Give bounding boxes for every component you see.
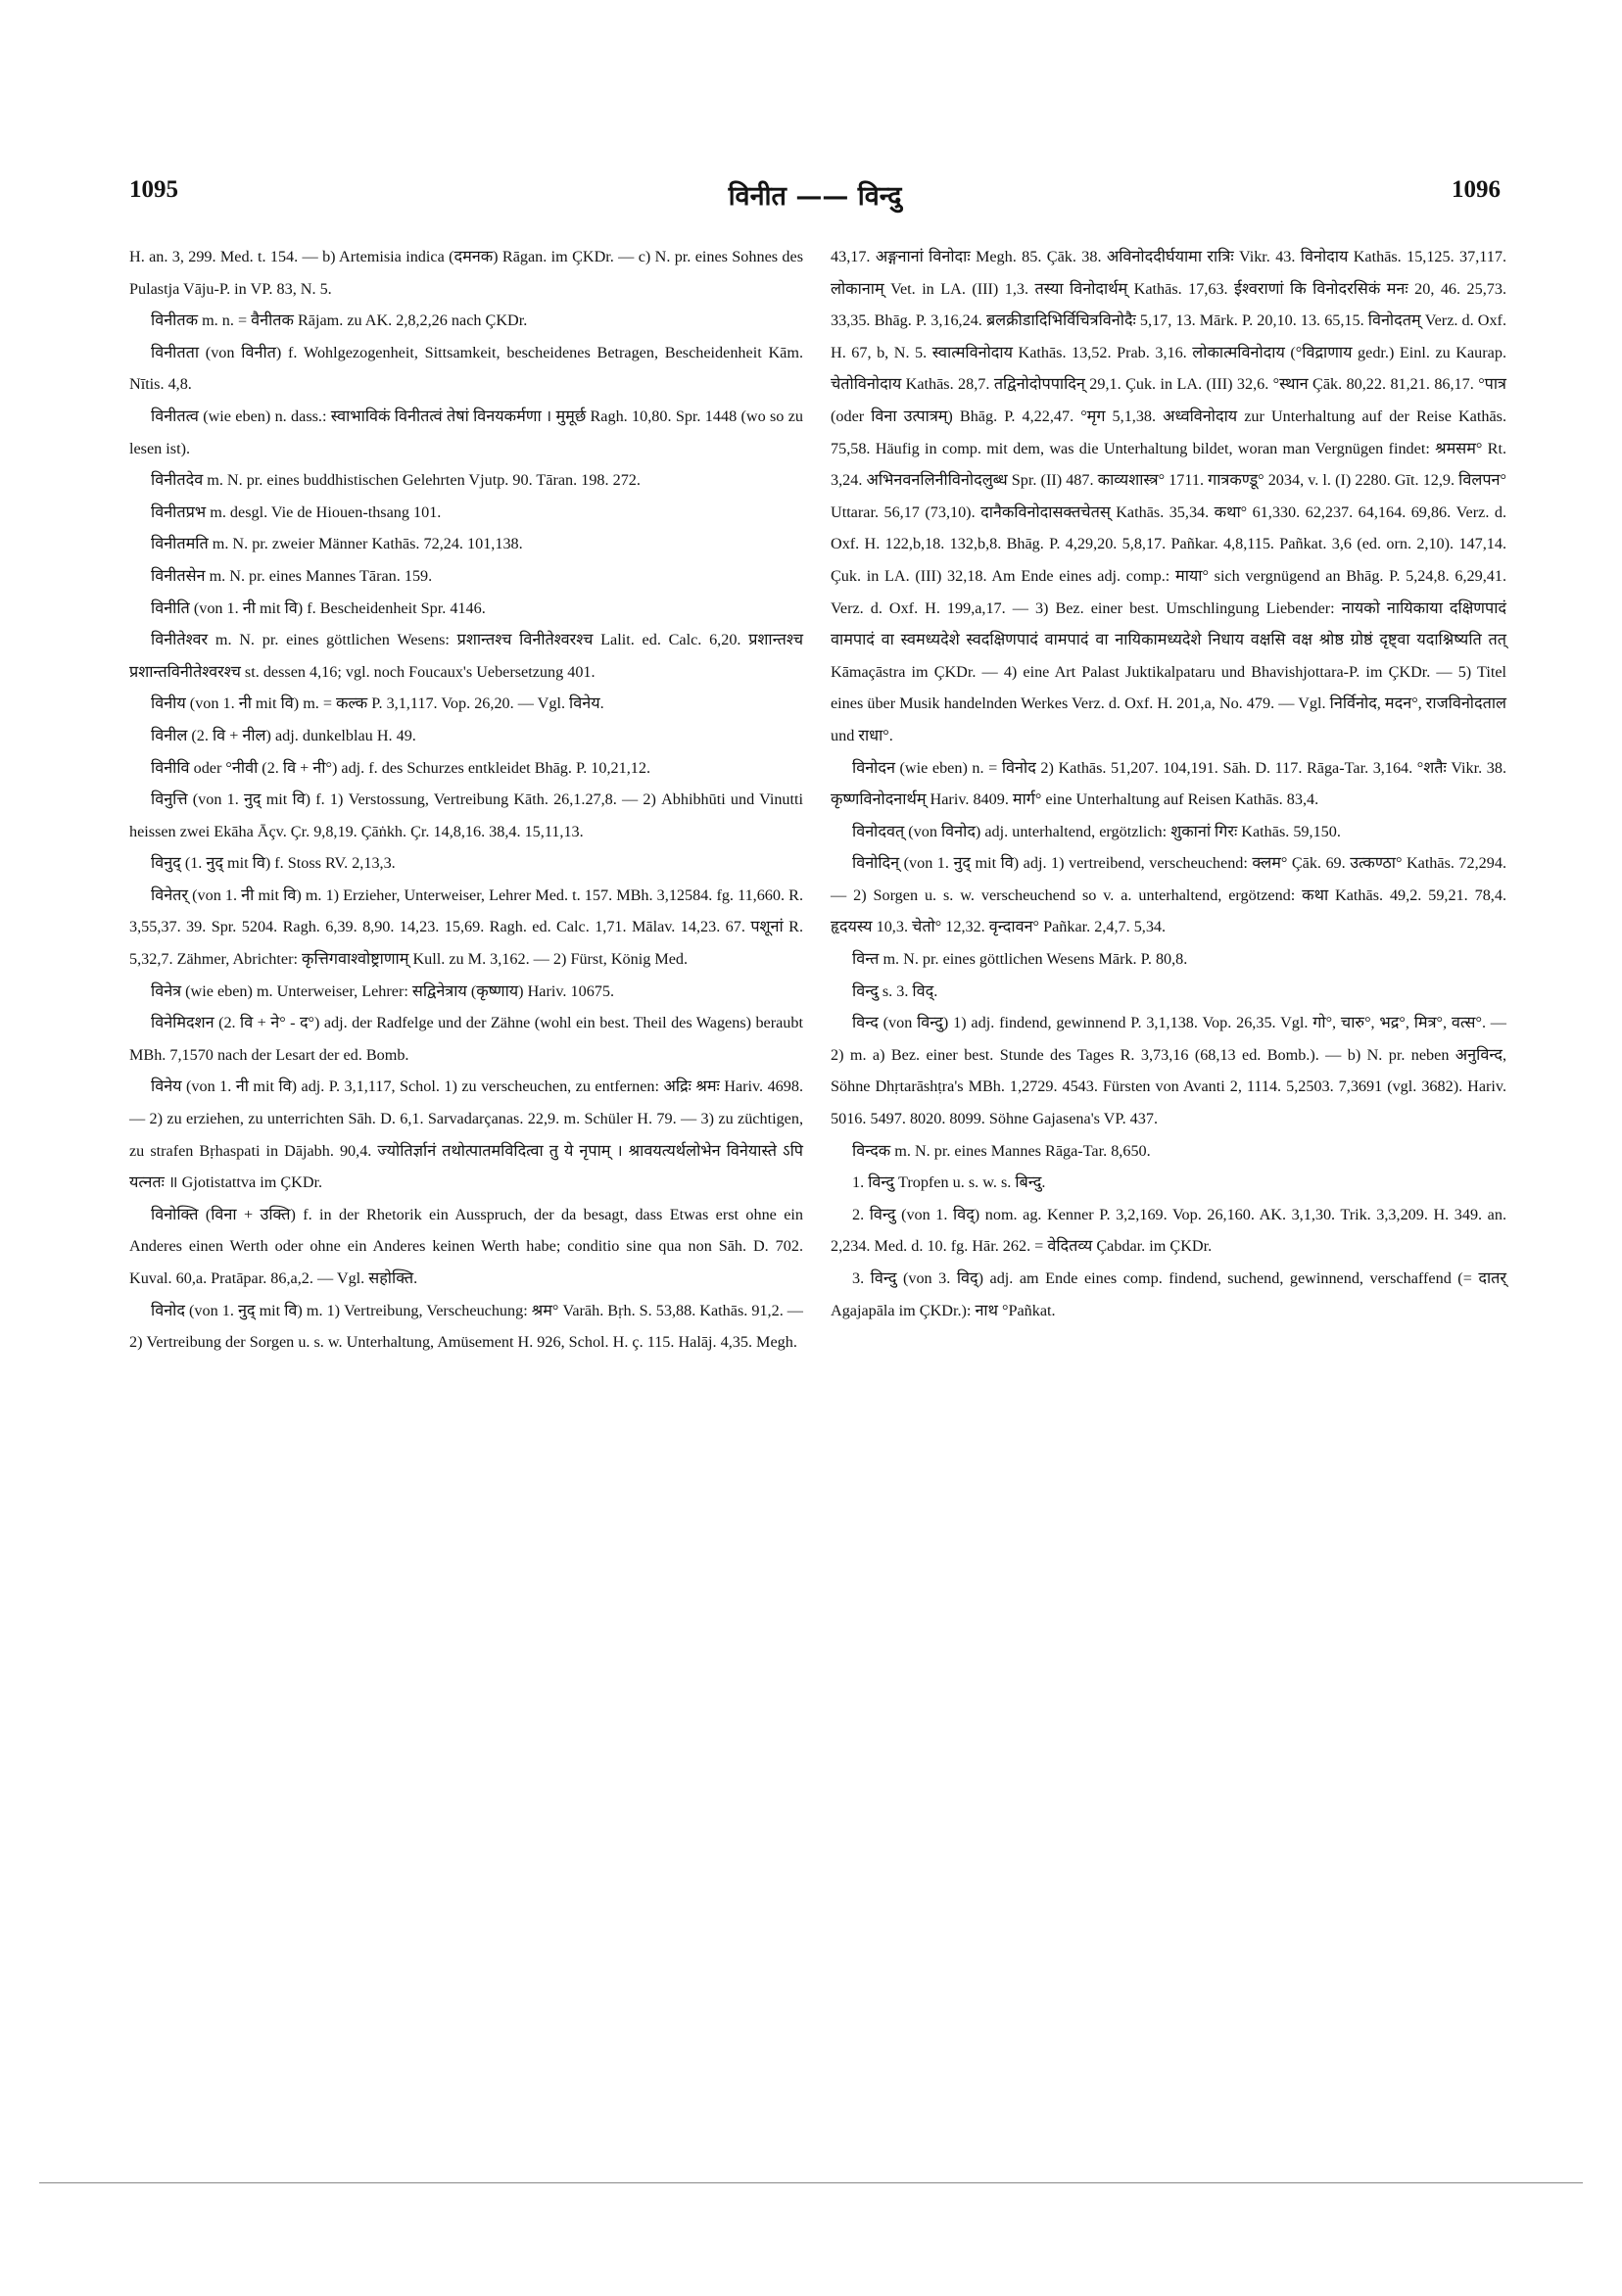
dictionary-entry: विनोदन (wie eben) n. = विनोद 2) Kathās. 51,207. 104,191. Sāh. D. 117. Rāga-Tar. 3,164. °शतैः Vikr. 38. कृष्णविनोदनार्थम् Hariv. 8409. मार्ग° eine Unterhaltung auf Reisen Kathās. 83,4. — [831, 758, 1506, 809]
dictionary-entry: 1. विन्दु Tropfen u. s. w. s. बिन्दु. — [852, 1173, 1046, 1192]
left-column — [129, 241, 803, 1359]
dictionary-entry: विनीय (von 1. नी mit वि) m. = कल्क P. 3,1,117. Vop. 26,20. — Vgl. विनेय. — [151, 694, 604, 713]
dictionary-entry: विनोद (von 1. नुद् mit वि) m. 1) Vertreibung, Verscheuchung: श्रम° Varāh. Bṛh. S. 53,88. Kathās. 91,2. — 2) Vertreibung der Sorgen u. s. w. Unterhaltung, Amüsement H. 926, Schol. H. ç. 115. Halāj. 4,35. Megh. — [129, 1301, 803, 1352]
left-page-number: 1095 — [129, 176, 178, 203]
dictionary-entry: विनोदिन् (von 1. नुद् mit वि) adj. 1) vertreibend, verscheuchend: क्लम° Çāk. 69. उत्कण्ठा° Kathās. 72,294. — 2) Sorgen u. s. w. verscheuchend so v. a. unterhaltend, ergötzend: कथा Kathās. 49,2. 59,21. 78,4. हृदयस्य 10,3. चेतो° 12,32. वृन्दावन° Pañkar. 2,4,7. 5,34. — [831, 854, 1506, 936]
dictionary-entry: विन्दु s. 3. विद्. — [852, 981, 938, 1000]
dictionary-entry: विनील (2. वि + नील) adj. dunkelblau H. 49. — [151, 726, 416, 744]
dictionary-entry: विनेत्र (wie eben) m. Unterweiser, Lehrer: सद्विनेत्राय (कृष्णाय) Hariv. 10675. — [151, 981, 615, 1000]
dictionary-entry: विनेमिदशन (2. वि + ने° - द°) adj. der Radfelge und der Zähne (wohl ein best. Theil des Wagens) beraubt MBh. 7,1570 nach der Lesart der ed. Bomb. — [129, 1014, 803, 1064]
dictionary-entry: विनीतक m. n. = वैनीतक Rājam. zu AK. 2,8,2,26 nach ÇKDr. — [151, 311, 528, 330]
running-title: विनीत —— विन्दु — [728, 181, 902, 212]
dictionary-entry: विनीवि oder °नीवी (2. वि + नी°) adj. f. des Schurzes entkleidet Bhāg. P. 10,21,12. — [151, 758, 650, 777]
page-header — [129, 176, 1501, 215]
dictionary-entry: विनीतदेव m. N. pr. eines buddhistischen Gelehrten Vjutp. 90. Tāran. 198. 272. — [151, 471, 641, 490]
dictionary-entry: विनीतेश्वर m. N. pr. eines göttlichen Wesens: प्रशान्तश्च विनीतेश्वरश्च Lalit. ed. Calc. 6,20. प्रशान्तश्च प्रशान्तविनीतेश्वरश्च st. dessen 4,16; vgl. noch Foucaux's Uebersetzung 401. — [129, 631, 803, 681]
dictionary-entry: विनोक्ति (विना + उक्ति) f. in der Rhetorik ein Ausspruch, der da besagt, dass Etwas erst ohne ein Anderes einen Werth oder ohne ein Anderes keinen Werth habe; conditio sine qua non Sāh. D. 702. Kuval. 60,a. Pratāpar. 86,a,2. — Vgl. सहोक्ति. — [129, 1205, 803, 1287]
dictionary-entry: विनीतप्रभ m. desgl. Vie de Hiouen-thsang 101. — [151, 502, 442, 521]
dictionary-entry: विनीतता (von विनीत) f. Wohlgezogenheit, Sittsamkeit, bescheidenes Betragen, Bescheidenheit Kām. Nītis. 4,8. — [129, 343, 803, 394]
dictionary-entry: विनुद् (1. नुद् mit वि) f. Stoss RV. 2,13,3. — [151, 854, 396, 873]
footer-rule — [39, 2182, 1583, 2183]
dictionary-entry: विनीतत्व (wie eben) n. dass.: स्वाभाविकं विनीतत्वं तेषां विनयकर्मणा । मुमूर्छ Ragh. 10,80. Spr. 1448 (wo so zu lesen ist). — [129, 407, 803, 457]
dictionary-entry: 2. विन्दु (von 1. विद्) nom. ag. Kenner P. 3,2,169. Vop. 26,160. AK. 3,1,30. Trik. 3,3,209. H. 349. an. 2,234. Med. d. 10. fg. Hār. 262. = वेदितव्य Çabdar. im ÇKDr. — [831, 1205, 1506, 1256]
dictionary-entry: विनोदवत् (von विनोद) adj. unterhaltend, ergötzlich: शुकानां गिरः Kathās. 59,150. — [852, 822, 1341, 840]
dictionary-entry: विन्दक m. N. pr. eines Mannes Rāga-Tar. 8,650. — [852, 1141, 1151, 1160]
dictionary-entry: विनेय (von 1. नी mit वि) adj. P. 3,1,117, Schol. 1) zu verscheuchen, zu entfernen: अद्रिः श्रमः Hariv. 4698. — 2) zu erziehen, zu unterrichten Sāh. D. 6,1. Sarvadarçanas. 22,9. m. Schüler H. 79. — 3) zu züchtigen, zu strafen Bṛhaspati in Dājabh. 90,4. ज्योतिर्ज्ञानं तथोत्पातमविदित्वा तु ये नृपाम् । श्रावयत्यर्थलोभेन विनेयास्ते ऽपि यत्नतः ॥ Gjotistattva im ÇKDr. — [129, 1077, 803, 1192]
right-page-number: 1096 — [1452, 176, 1501, 203]
dictionary-entry: विनेतर् (von 1. नी mit वि) m. 1) Erzieher, Unterweiser, Lehrer Med. t. 157. MBh. 3,12584. fg. 11,660. R. 3,55,37. 39. Spr. 5204. Ragh. 6,39. 8,90. 14,23. 15,69. Ragh. ed. Calc. 1,71. Mālav. 14,23. 67. पशूनां R. 5,32,7. Zähmer, Abrichter: कृत्तिगवाश्वोष्ट्राणाम् Kull. zu M. 3,162. — 2) Fürst, König Med. — [129, 885, 803, 969]
dictionary-entry: विनीति (von 1. नी mit वि) f. Bescheidenheit Spr. 4146. — [151, 598, 486, 617]
right-column — [831, 241, 1506, 1326]
dictionary-entry: H. an. 3, 299. Med. t. 154. — b) Artemisia indica (दमनक) Rāgan. im ÇKDr. — c) N. pr. eines Sohnes des Pulastja Vāju-P. in VP. 83, N. 5. — [129, 248, 803, 298]
dictionary-entry: विनुत्ति (von 1. नुद् mit वि) f. 1) Verstossung, Vertreibung Kāth. 26,1.27,8. — 2) Abhibhūti und Vinutti heissen zwei Ekāha Āçv. Çr. 9,8,19. Çāṅkh. Çr. 14,8,16. 38,4. 15,11,13. — [129, 790, 803, 840]
dictionary-entry: 43,17. अङ्गनानां विनोदाः Megh. 85. Çāk. 38. अविनोददीर्घयामा रात्रिः Vikr. 43. विनोदाय Kathās. 15,125. 37,117. लोकानाम् Vet. in LA. (III) 1,3. तस्या विनोदार्थम् Kathās. 17,63. ईश्वराणां कि विनोदरसिकं मनः 20, 46. 25,73. 33,35. Bhāg. P. 3,16,24. ब्रलक्रीडादिभिर्विचित्रविनोदैः 5,17, 13. Mārk. P. 20,10. 13. 65,15. विनोदतम् Verz. d. Oxf. H. 67, b, N. 5. स्वात्मविनोदाय Kathās. 13,52. Prab. 3,16. लोकात्मविनोदाय (°विद्राणाय gedr.) Einl. zu Kaurap. चेतोविनोदाय Kathās. 28,7. तद्विनोदोपपादिन् 29,1. Çuk. in LA. (III) 32,6. °स्थान Çāk. 80,22. 81,21. 86,17. °पात्र (oder विना उत्पात्रम्) Bhāg. P. 4,22,47. °मृग 5,1,38. अध्वविनोदाय zur Unterhaltung auf der Reise Kathās. 75,58. Häufig in comp. mit dem, was die Unterhaltung bildet, woran man Vergnügen findet: श्रमसम° Rt. 3,24. अभिनवनलिनीविनोदलुब्ध Spr. (II) 487. काव्यशास्त्र° 1711. गात्रकण्डू° 2034, v. l. (I) 2280. Gīt. 12,9. विलपन° Uttarar. 56,17 (73,10). दानैकविनोदासक्तचेतस् Kathās. 35,34. कथा° 61,330. 62,237. 64,164. 69,86. Verz. d. Oxf. H. 122,b,18. 132,b,8. Bhāg. P. 4,29,20. 5,8,17. Pañkar. 4,8,115. Pañkat. 3,6 (ed. orn. 2,10). 147,14. Çuk. in LA. (III) 32,18. Am Ende eines adj. comp.: माया° sich vergnügend an Bhāg. P. 5,24,8. 6,29,41. Verz. d. Oxf. H. 199,a,17. — 3) Bez. einer best. Umschlingung Liebender: नायको नायिकाया दक्षिणपादं वामपादं वा स्वमध्यदेशे स्वदक्षिणपादं वामपादं वा नायिकामध्यदेशे निधाय वक्षसि वक्ष श्रोष्ठ ग्रोष्ठं दृष्ट्वा यदाश्निष्यति तत् Kāmaçāstra im ÇKDr. — 4) eine Art Palast Juktikalpataru und Bhavishjottara-P. im ÇKDr. — 5) Titel eines über Musik handelnden Werkes Verz. d. Oxf. H. 201,a, No. 479. — Vgl. निर्विनोद, मदन°, राजविनोदताल und राधा°. — [831, 248, 1506, 744]
dictionary-entry: विन्द (von विन्दु) 1) adj. findend, gewinnend P. 3,1,138. Vop. 26,35. Vgl. गो°, चारु°, भद्र°, मित्र°, वत्स°. — 2) m. a) Bez. einer best. Stunde des Tages R. 3,73,16 (68,13 ed. Bomb.). — b) N. pr. neben अनुविन्द, Söhne Dhṛtarāshṭra's MBh. 1,2729. 4543. Fürsten von Avanti 2, 1114. 5,2503. 7,3691 (vgl. 3682). Hariv. 5016. 5497. 8020. 8099. Söhne Gajasena's VP. 437. — [831, 1014, 1506, 1128]
dictionary-entry: विन्त m. N. pr. eines göttlichen Wesens Mārk. P. 80,8. — [852, 950, 1188, 969]
dictionary-entry: विनीतमति m. N. pr. zweier Männer Kathās. 72,24. 101,138. — [151, 535, 523, 553]
dictionary-entry: 3. विन्दु (von 3. विद्) adj. am Ende eines comp. findend, suchend, gewinnend, verschaffend (= दातर् Agajapāla im ÇKDr.): नाथ °Pañkat. — [831, 1269, 1506, 1319]
dictionary-entry: विनीतसेन m. N. pr. eines Mannes Tāran. 159. — [151, 566, 433, 585]
